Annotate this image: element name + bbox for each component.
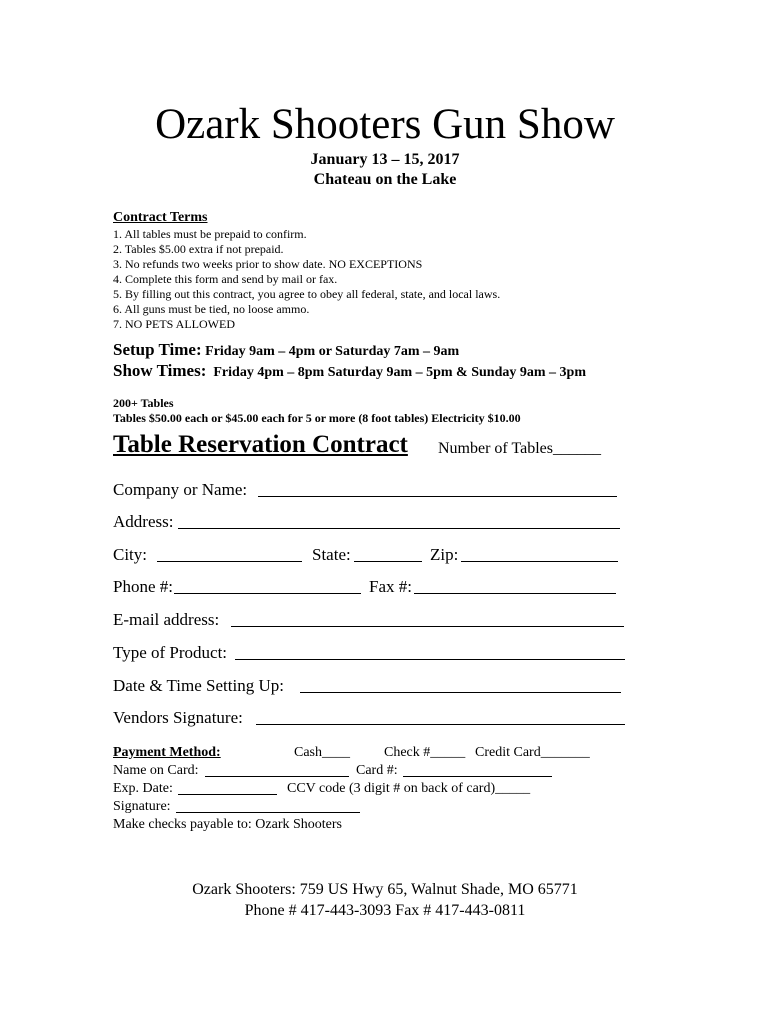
terms-list (113, 227, 500, 332)
credit-card-option[interactable]: Credit Card_______ (475, 745, 590, 760)
cash-option[interactable]: Cash____ (294, 745, 350, 760)
footer-address: Ozark Shooters: 759 US Hwy 65, Walnut Shade, MO 65771 (192, 881, 578, 898)
email-label: E-mail address: (113, 610, 220, 629)
payment-signature-line[interactable] (176, 812, 360, 813)
phone-input-line[interactable] (174, 593, 361, 594)
zip-input-line[interactable] (461, 561, 618, 562)
show-times-value: Friday 4pm – 8pm Saturday 9am – 5pm & Sunday 9am – 3pm (213, 365, 586, 380)
table-count: 200+ Tables (113, 396, 174, 410)
product-input-line[interactable] (235, 659, 625, 660)
fax-label: Fax #: (369, 577, 412, 596)
terms-item: 6. All guns must be tied, no loose ammo. (113, 302, 310, 316)
vendor-signature-label: Vendors Signature: (113, 708, 243, 727)
footer-contact: Phone # 417-443-3093 Fax # 417-443-0811 (244, 902, 526, 919)
contract-heading: Table Reservation Contract (113, 431, 408, 458)
show-times-row (113, 361, 586, 381)
terms-item: 7. NO PETS ALLOWED (113, 317, 235, 331)
name-on-card-line[interactable] (205, 776, 349, 777)
vendor-signature-line[interactable] (256, 724, 625, 725)
payment-heading: Payment Method: (113, 745, 221, 760)
terms-item: 5. By filling out this contract, you agree to obey all federal, state, and local laws. (113, 287, 501, 301)
event-dates: January 13 – 15, 2017 (310, 151, 460, 168)
event-venue: Chateau on the Lake (313, 171, 457, 188)
card-number-label: Card #: (356, 763, 398, 778)
terms-item: 1. All tables must be prepaid to confirm. (113, 227, 307, 241)
company-label: Company or Name: (113, 480, 248, 499)
setup-time-row (113, 340, 459, 360)
address-input-line[interactable] (178, 528, 620, 529)
phone-label: Phone #: (113, 577, 173, 596)
city-label: City: (113, 545, 148, 564)
table-pricing: Tables $50.00 each or $45.00 each for 5 or more (8 foot tables) Electricity $10.00 (113, 411, 521, 425)
zip-label: Zip: (430, 545, 459, 564)
city-input-line[interactable] (157, 561, 302, 562)
setup-time-label: Setup Time: (113, 340, 202, 359)
terms-item: 3. No refunds two weeks prior to show date. NO EXCEPTIONS (113, 257, 423, 271)
check-option[interactable]: Check #_____ (384, 745, 466, 760)
fax-input-line[interactable] (414, 593, 616, 594)
terms-heading: Contract Terms (113, 210, 208, 225)
email-input-line[interactable] (231, 626, 624, 627)
terms-item: 2. Tables $5.00 extra if not prepaid. (113, 242, 284, 256)
page-title: Ozark Shooters Gun Show (155, 101, 615, 148)
number-of-tables-field[interactable]: Number of Tables______ (438, 440, 601, 457)
name-on-card-label: Name on Card: (113, 763, 199, 778)
exp-date-label: Exp. Date: (113, 781, 173, 796)
exp-date-line[interactable] (178, 794, 277, 795)
payment-signature-label: Signature: (113, 799, 171, 814)
company-input-line[interactable] (258, 496, 617, 497)
product-label: Type of Product: (113, 643, 228, 662)
card-number-line[interactable] (403, 776, 552, 777)
address-label: Address: (113, 512, 174, 531)
setup-date-input-line[interactable] (300, 692, 621, 693)
checks-payable-note: Make checks payable to: Ozark Shooters (113, 817, 342, 832)
setup-time-value: Friday 9am – 4pm or Saturday 7am – 9am (205, 344, 460, 359)
state-label: State: (312, 545, 351, 564)
state-input-line[interactable] (354, 561, 422, 562)
show-times-label: Show Times: (113, 361, 207, 380)
ccv-label[interactable]: CCV code (3 digit # on back of card)_____ (287, 781, 531, 796)
terms-item: 4. Complete this form and send by mail or fax. (113, 272, 338, 286)
setup-date-label: Date & Time Setting Up: (113, 676, 284, 695)
